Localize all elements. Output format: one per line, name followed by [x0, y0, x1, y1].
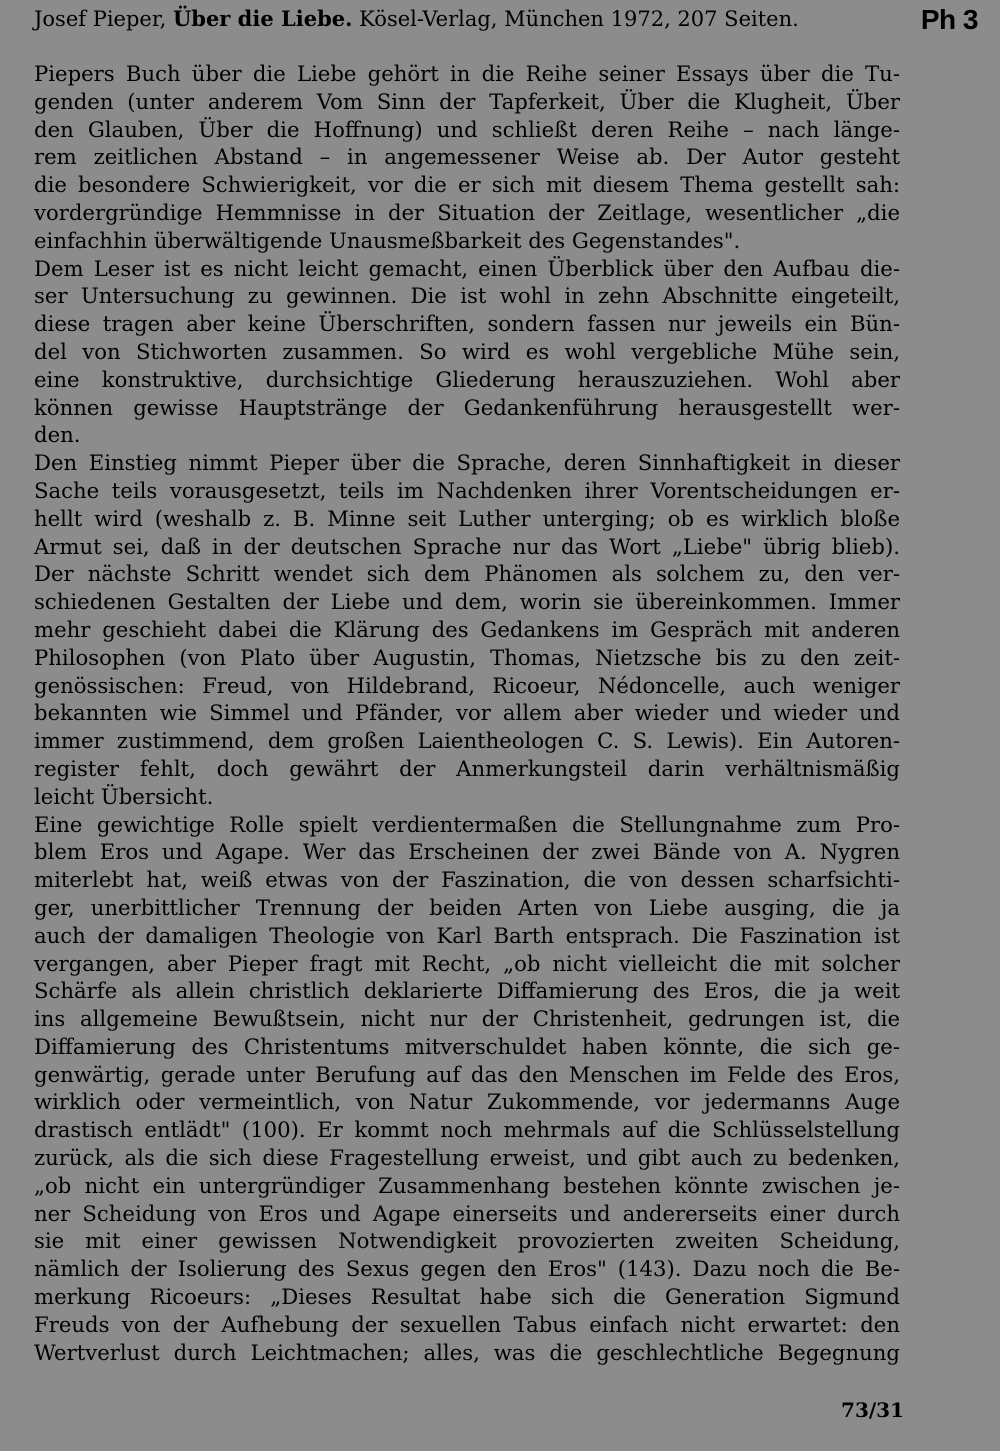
text-line: Piepers Buch über die Liebe gehört in die Reihe seiner Essays über die Tu- [34, 61, 900, 86]
text-line: Freuds von der Aufhebung der sexuellen Tabus einfach nicht erwartet: den [34, 1311, 900, 1337]
text-line: den. [34, 422, 81, 448]
category-tag: Ph 3 [920, 4, 978, 35]
text-line: ger, unerbittlicher Trennung der beiden Arten von Liebe ausging, die ja [34, 894, 900, 920]
text-line: „ob nicht ein untergründiger Zusammenhang bestehen könnte zwischen je- [34, 1172, 900, 1198]
book-title: Über die Liebe. [172, 6, 353, 31]
review-body [34, 60, 900, 1366]
text-line: leicht Übersicht. [34, 783, 214, 809]
text-line: immer zustimmend, dem großen Laientheologen C. S. Lewis). Ein Autoren- [34, 728, 900, 754]
text-line: vordergründige Hemmnisse in der Situation der Zeitlage, wesentlicher „die [34, 199, 900, 225]
text-line: Wertverlust durch Leichtmachen; alles, was die geschlechtliche Begegnung [34, 1339, 900, 1365]
text-line: ser Untersuchung zu gewinnen. Die ist wohl in zehn Abschnitte eingeteilt, [34, 283, 900, 309]
text-line: register fehlt, doch gewährt der Anmerkungsteil darin verhältnismäßig [34, 755, 900, 781]
text-line: nämlich der Isolierung des Sexus gegen den Eros" (143). Dazu noch die Be- [34, 1256, 900, 1282]
text-line: zurück, als die sich diese Fragestellung erweist, und gibt auch zu bedenken, [34, 1145, 900, 1171]
text-line: mehr geschieht dabei die Klärung des Gedankens im Gespräch mit anderen [34, 616, 900, 642]
text-line: rem zeitlichen Abstand – in angemessener Weise ab. Der Autor gesteht [34, 144, 900, 170]
text-line: Schärfe als allein christlich deklarierte Diffamierung des Eros, die ja weit [34, 978, 900, 1004]
text-line: Eine gewichtige Rolle spielt verdientermaßen die Stellungnahme zum Pro- [34, 811, 900, 837]
text-line: blem Eros und Agape. Wer das Erscheinen der zwei Bände von A. Nygren [34, 839, 900, 865]
text-line: diese tragen aber keine Überschriften, sondern fassen nur jeweils ein Bün- [34, 311, 900, 337]
text-line: sie mit einer gewissen Notwendigkeit provozierten zweiten Scheidung, [34, 1228, 900, 1254]
text-line: miterlebt hat, weiß etwas von der Faszination, die von dessen scharfsichti- [34, 867, 900, 893]
citation-header [34, 6, 834, 32]
text-line: einfachhin überwältigende Unausmeßbarkeit des Gegenstandes". [34, 227, 741, 253]
text-line: können gewisse Hauptstränge der Gedankenführung herausgestellt wer- [34, 394, 900, 420]
text-line: Diffamierung des Christentums mitverschuldet haben könnte, die sich ge- [34, 1033, 900, 1059]
text-line: den Glauben, Über die Hoffnung) und schließt deren Reihe – nach länge- [34, 116, 900, 142]
text-line: wirklich oder vermeintlich, von Natur Zukommende, vor jedermanns Auge [34, 1089, 900, 1115]
text-line: merkung Ricoeurs: „Dieses Resultat habe sich die Generation Sigmund [34, 1284, 900, 1310]
author-name: Josef Pieper, [34, 7, 167, 31]
text-line: Den Einstieg nimmt Pieper über die Sprache, deren Sinnhaftigkeit in dieser [34, 450, 900, 476]
publication-info: Kösel-Verlag, München 1972, 207 Seiten. [359, 7, 799, 31]
text-line: Philosophen (von Plato über Augustin, Thomas, Nietzsche bis zu den zeit- [34, 644, 900, 670]
text-line: genden (unter anderem Vom Sinn der Tapferkeit, Über die Klugheit, Über [34, 88, 900, 114]
page-number: 73/31 [841, 1398, 904, 1422]
text-line: hellt wird (weshalb z. B. Minne seit Luther unterging; ob es wirklich bloße [34, 505, 900, 531]
text-line: drastisch entlädt" (100). Er kommt noch mehrmals auf die Schlüsselstellung [34, 1117, 900, 1143]
text-line: ins allgemeine Bewußtsein, nicht nur der Christenheit, gedrungen ist, die [34, 1006, 900, 1032]
text-line: schiedenen Gestalten der Liebe und dem, worin sie übereinkommen. Immer [34, 589, 900, 615]
text-line: die besondere Schwierigkeit, vor die er sich mit diesem Thema gestellt sah: [34, 172, 900, 198]
text-line: Sache teils vorausgesetzt, teils im Nachdenken ihrer Vorentscheidungen er- [34, 477, 900, 503]
text-line: vergangen, aber Pieper fragt mit Recht, „ob nicht vielleicht die mit solcher [34, 950, 900, 976]
text-line: ner Scheidung von Eros und Agape einerseits und andererseits einer durch [34, 1200, 900, 1226]
text-line: genwärtig, gerade unter Berufung auf das den Menschen im Felde des Eros, [34, 1061, 900, 1087]
text-line: bekannten wie Simmel und Pfänder, vor allem aber wieder und wieder und [34, 700, 900, 726]
text-line: eine konstruktive, durchsichtige Gliederung herauszuziehen. Wohl aber [34, 366, 900, 392]
text-line: del von Stichworten zusammen. So wird es wohl vergebliche Mühe sein, [34, 338, 900, 364]
text-line: genössischen: Freud, von Hildebrand, Ricoeur, Nédoncelle, auch weniger [34, 672, 900, 698]
text-line: auch der damaligen Theologie von Karl Barth entsprach. Die Faszination ist [34, 922, 900, 948]
text-line: Der nächste Schritt wendet sich dem Phänomen als solchem zu, den ver- [34, 561, 900, 587]
text-line: Dem Leser ist es nicht leicht gemacht, einen Überblick über den Aufbau die- [34, 255, 900, 281]
text-line: Armut sei, daß in der deutschen Sprache nur das Wort „Liebe" übrig blieb). [34, 533, 900, 559]
